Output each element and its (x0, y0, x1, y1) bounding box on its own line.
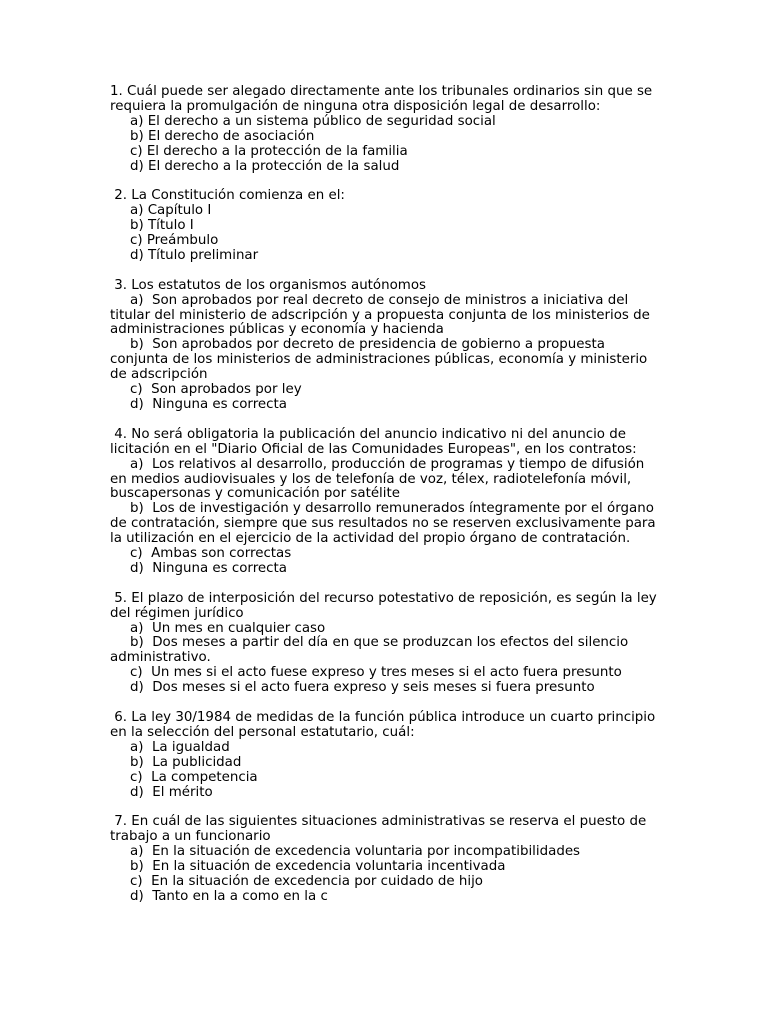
option-a: a) Los relativos al desarrollo, producción de programas y tiempo de difusión en medios audiovisuales y los de telefonía de voz, télex, radiotelefonía móvil, buscapersonas y comunicación por satélite (110, 456, 645, 502)
option-d: d) El mérito (130, 784, 213, 800)
question-list (110, 85, 660, 920)
question-text: 4. No será obligatoria la publicación del anuncio indicativo ni del anuncio de licitación en el "Diario Oficial de las Comunidades Europeas", en los contratos: (110, 426, 637, 457)
option-b: b) Título I (130, 218, 194, 234)
option-b: b) En la situación de excedencia voluntaria incentivada (130, 859, 506, 875)
option-d: d) El derecho a la protección de la salud (130, 158, 400, 174)
question-5 (110, 592, 660, 696)
option-d: d) Ninguna es correcta (130, 560, 287, 576)
option-a: a) En la situación de excedencia voluntaria por incompatibilidades (130, 844, 581, 860)
question-text: 2. La Constitución comienza en el: (110, 188, 345, 204)
option-a: a) Un mes en cualquier caso (130, 620, 326, 636)
option-c: c) En la situación de excedencia por cuidado de hijo (130, 873, 484, 889)
option-c: c) Un mes si el acto fuese expreso y tres meses si el acto fuera presunto (130, 665, 622, 681)
option-b: b) Los de investigación y desarrollo remunerados íntegramente por el órgano de contratación, siempre que sus resultados no se reserven exclusivamente para la utilización en el ejercicio de la actividad del propio órgano de contratación. (110, 501, 656, 547)
question-4 (110, 428, 660, 577)
option-b: b) El derecho de asociación (130, 128, 315, 144)
question-text: 7. En cuál de las siguientes situaciones administrativas se reserva el puesto de trabajo a un funcionario (110, 814, 651, 845)
option-a: a) Son aprobados por real decreto de consejo de ministros a iniciativa del titular del ministerio de adscripción y a propuesta conjunta de los ministerios de administraciones públicas y economía y hacienda (110, 292, 650, 338)
option-d: d) Ninguna es correcta (130, 397, 287, 412)
question-6 (110, 711, 660, 800)
option-a: a) El derecho a un sistema público de seguridad social (130, 113, 496, 129)
option-b: b) Dos meses a partir del día en que se produzcan los efectos del silencio administrativo. (110, 635, 629, 666)
question-7 (110, 815, 660, 904)
option-c: c) Ambas son correctas (130, 546, 292, 562)
question-2 (110, 189, 660, 264)
question-text: 3. Los estatutos de los organismos autónomos (110, 277, 427, 293)
question-text: 6. La ley 30/1984 de medidas de la función pública introduce un cuarto principio en la selección del personal estatutario, cuál: (110, 709, 660, 740)
option-c: c) La competencia (130, 769, 258, 785)
option-d: d) Título preliminar (130, 247, 259, 263)
option-c: c) Son aprobados por ley (130, 382, 302, 398)
option-a: a) La igualdad (130, 739, 230, 755)
option-d: d) Tanto en la a como en la c (130, 888, 328, 904)
option-a: a) Capítulo I (130, 203, 212, 219)
question-1 (110, 85, 660, 174)
question-text: 5. El plazo de interposición del recurso potestativo de reposición, es según la ley del régimen jurídico (110, 590, 662, 621)
option-c: c) El derecho a la protección de la familia (130, 143, 408, 159)
question-3 (110, 279, 660, 413)
option-c: c) Preámbulo (130, 233, 219, 249)
option-d: d) Dos meses si el acto fuera expreso y seis meses si fuera presunto (130, 680, 595, 696)
option-b: b) Son aprobados por decreto de presidencia de gobierno a propuesta conjunta de los ministerios de administraciones públicas, economía y ministerio de adscripción (110, 337, 648, 383)
question-text: 1. Cuál puede ser alegado directamente ante los tribunales ordinarios sin que se requiera la promulgación de ninguna otra disposición legal de desarrollo: (110, 84, 657, 114)
option-b: b) La publicidad (130, 754, 242, 770)
